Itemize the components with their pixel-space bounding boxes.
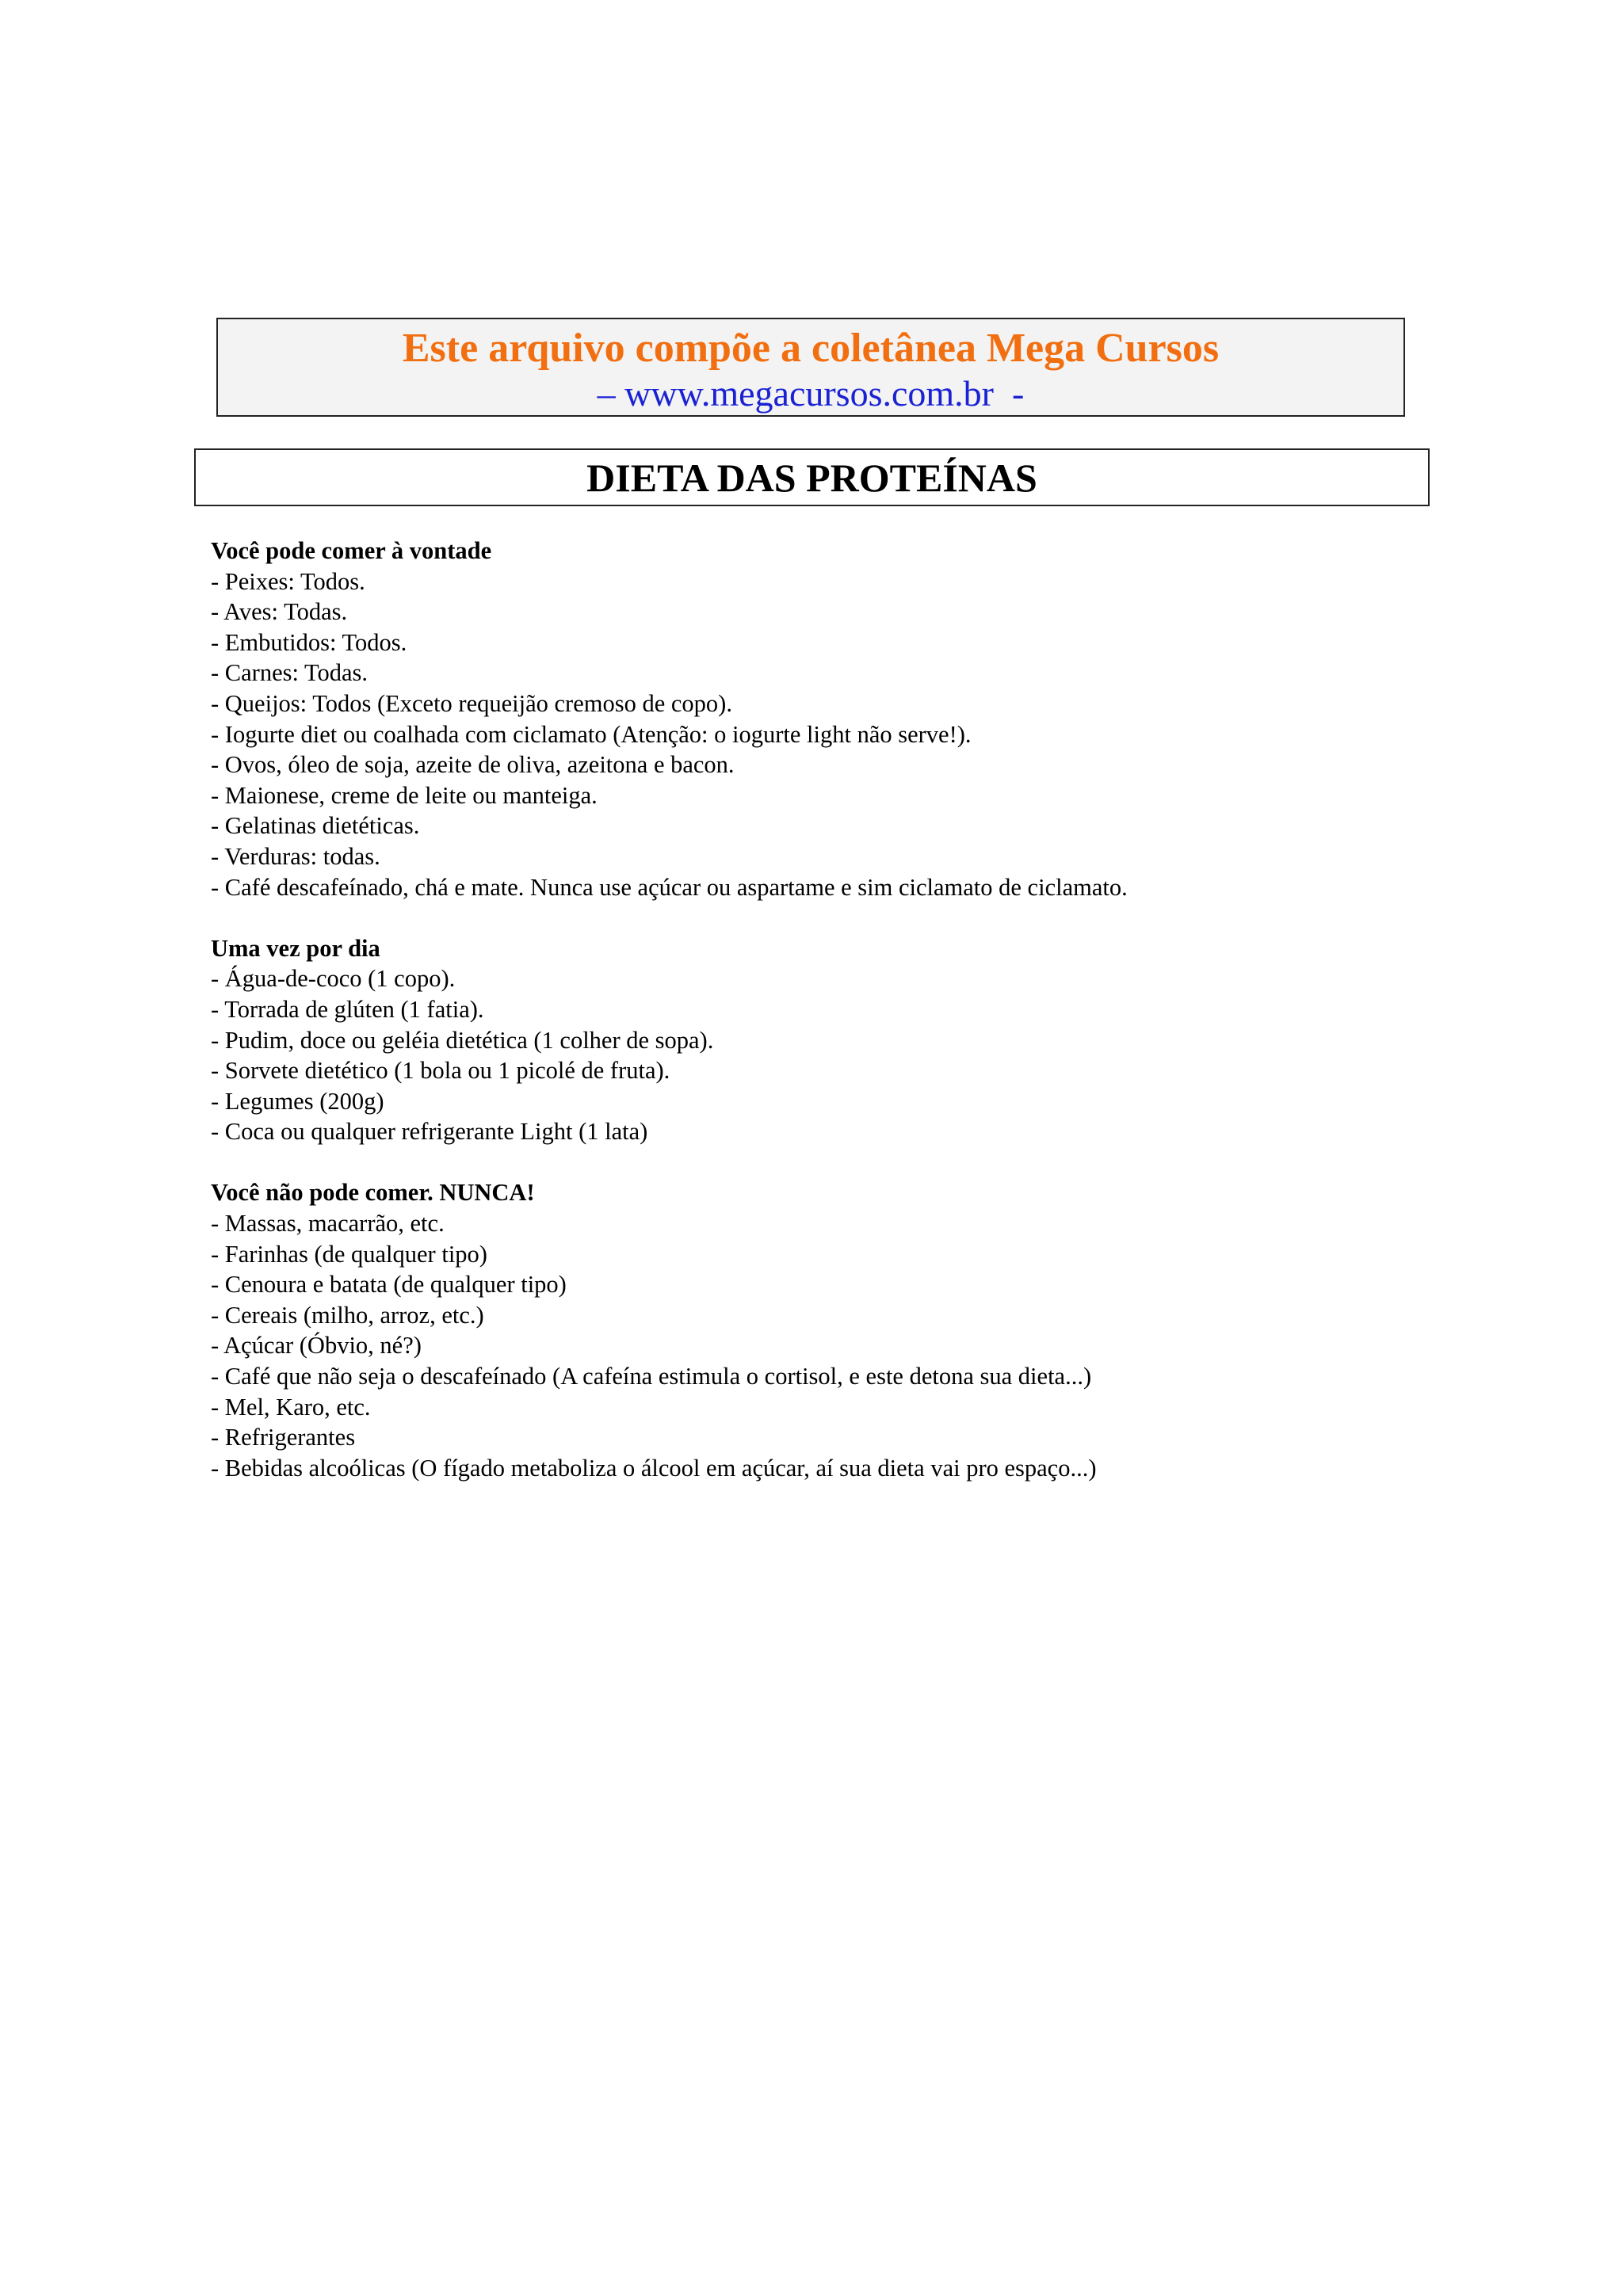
section-heading: Uma vez por dia	[211, 934, 380, 962]
document-title-box	[194, 448, 1430, 506]
list-item: - Massas, macarrão, etc.	[211, 1210, 445, 1238]
list-item: - Água-de-coco (1 copo).	[211, 965, 456, 993]
list-item: - Aves: Todas.	[211, 598, 348, 626]
list-item: - Embutidos: Todos.	[211, 628, 407, 656]
list-item: - Café descafeínado, chá e mate. Nunca use açúcar ou aspartame e sim ciclamato de ciclamato.	[211, 873, 1128, 901]
list-item: - Maionese, creme de leite ou manteiga.	[211, 781, 598, 809]
section-heading: Você pode comer à vontade	[211, 537, 492, 564]
list-item: - Café que não seja o descafeínado (A cafeína estimula o cortisol, e este detona sua dieta...)	[211, 1363, 1092, 1390]
list-item: - Gelatinas dietéticas.	[211, 812, 420, 840]
banner-url-line: – www.megacursos.com.br -	[597, 373, 1025, 414]
list-item: - Carnes: Todas.	[211, 659, 369, 687]
banner-title: Este arquivo compõe a coletânea Mega Cursos	[402, 326, 1220, 371]
document-title: DIETA DAS PROTEÍNAS	[586, 456, 1037, 500]
section-allowed	[211, 536, 1495, 902]
document-body	[211, 536, 1495, 1483]
collection-banner	[216, 318, 1405, 417]
section-forbidden	[211, 1177, 1495, 1483]
list-item: - Iogurte diet ou coalhada com ciclamato (Atenção: o iogurte light não serve!).	[211, 720, 972, 748]
list-item: - Cenoura e batata (de qualquer tipo)	[211, 1271, 567, 1299]
list-item: - Pudim, doce ou geléia dietética (1 colher de sopa).	[211, 1026, 714, 1054]
list-item: - Torrada de glúten (1 fatia).	[211, 995, 484, 1023]
list-item: - Peixes: Todos.	[211, 567, 365, 595]
list-item: - Verduras: todas.	[211, 842, 380, 870]
list-item: - Mel, Karo, etc.	[211, 1393, 371, 1421]
list-item: - Cereais (milho, arroz, etc.)	[211, 1301, 484, 1329]
list-item: - Farinhas (de qualquer tipo)	[211, 1240, 487, 1268]
list-item: - Legumes (200g)	[211, 1087, 384, 1115]
list-item: - Coca ou qualquer refrigerante Light (1 lata)	[211, 1118, 648, 1146]
list-item: - Ovos, óleo de soja, azeite de oliva, azeitona e bacon.	[211, 751, 735, 779]
section-once-a-day	[211, 933, 1495, 1147]
list-item: - Refrigerantes	[211, 1424, 356, 1451]
list-item: - Açúcar (Óbvio, né?)	[211, 1332, 422, 1360]
list-item: - Queijos: Todos (Exceto requeijão cremoso de copo).	[211, 689, 732, 717]
list-item: - Sorvete dietético (1 bola ou 1 picolé de fruta).	[211, 1057, 670, 1085]
list-item: - Bebidas alcoólicas (O fígado metaboliza o álcool em açúcar, aí sua dieta vai pro espaço...)	[211, 1454, 1097, 1482]
section-heading: Você não pode comer. NUNCA!	[211, 1179, 535, 1207]
